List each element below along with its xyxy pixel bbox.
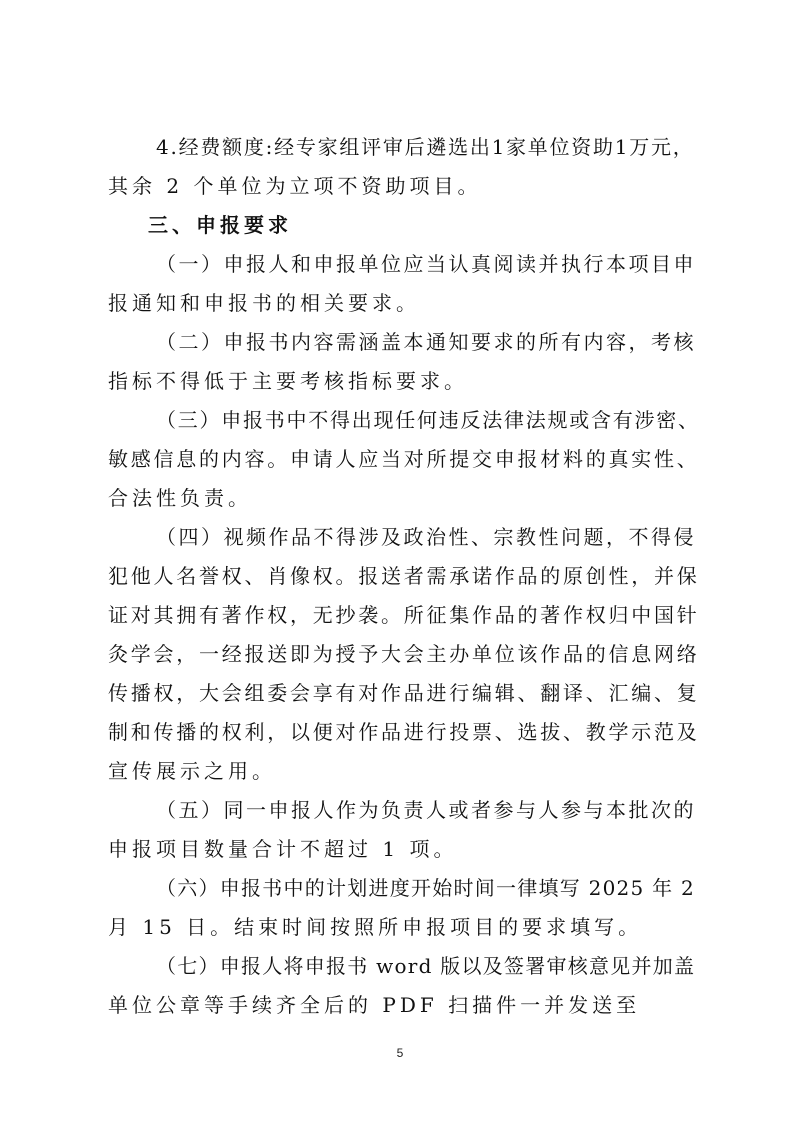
text-line: 指标不得低于主要考核指标要求。 (108, 369, 468, 393)
text-line: 犯他人名誉权、肖像权。报送者需承诺作品的原创性，并保 (108, 564, 700, 588)
text-line: 宣传展示之用。 (108, 759, 276, 783)
requirement-paragraph (108, 518, 700, 791)
text-line: 敏感信息的内容。申请人应当对所提交申报材料的真实性、 (108, 447, 700, 471)
text-line: （六）申报书中的计划进度开始时间一律填写 2025 年 2 (156, 876, 695, 900)
text-line: 申报项目数量合计不超过 1 项。 (108, 837, 458, 861)
text-line: 制和传播的权利，以便对作品进行投票、选拔、教学示范及 (108, 720, 700, 744)
requirement-paragraph (108, 791, 700, 869)
section-heading: 三、申报要求 (148, 213, 292, 237)
document-body (108, 128, 700, 1025)
text-line: （一）申报人和申报单位应当认真阅读并执行本项目申 (156, 252, 696, 276)
text-line: 报通知和申报书的相关要求。 (108, 291, 420, 315)
text-line: （三）申报书中不得出现任何违反法律法规或含有涉密、 (156, 408, 700, 432)
text-line: 合法性负责。 (108, 486, 252, 510)
text-line: 其余 2 个单位为立项不资助项目。 (108, 174, 482, 198)
page-number: 5 (396, 1046, 404, 1060)
text-line: （五）同一申报人作为负责人或者参与人参与本批次的 (156, 798, 696, 822)
text-line: （七）申报人将申报书 word 版以及签署审核意见并加盖 (156, 954, 696, 978)
requirement-paragraph (108, 245, 700, 323)
text-line: 证对其拥有著作权，无抄袭。所征集作品的著作权归中国针 (108, 603, 700, 627)
text-line: 传播权，大会组委会享有对作品进行编辑、翻译、汇编、复 (108, 681, 700, 705)
text-line: 月 15 日。结束时间按照所申报项目的要求填写。 (108, 915, 643, 939)
paragraph-funding (108, 128, 700, 206)
text-line: （二）申报书内容需涵盖本通知要求的所有内容，考核 (156, 330, 696, 354)
requirement-paragraph (108, 947, 700, 1025)
text-line: 单位公章等手续齐全后的 PDF 扫描件一并发送至 (108, 993, 641, 1017)
requirement-paragraph (108, 869, 700, 947)
requirement-paragraph (108, 401, 700, 518)
text-line: （四）视频作品不得涉及政治性、宗教性问题，不得侵 (156, 525, 696, 549)
text-line: 灸学会，一经报送即为授予大会主办单位该作品的信息网络 (108, 642, 700, 666)
requirement-paragraph (108, 323, 700, 401)
text-line: 4.经费额度:经专家组评审后遴选出1家单位资助1万元， (156, 135, 695, 159)
